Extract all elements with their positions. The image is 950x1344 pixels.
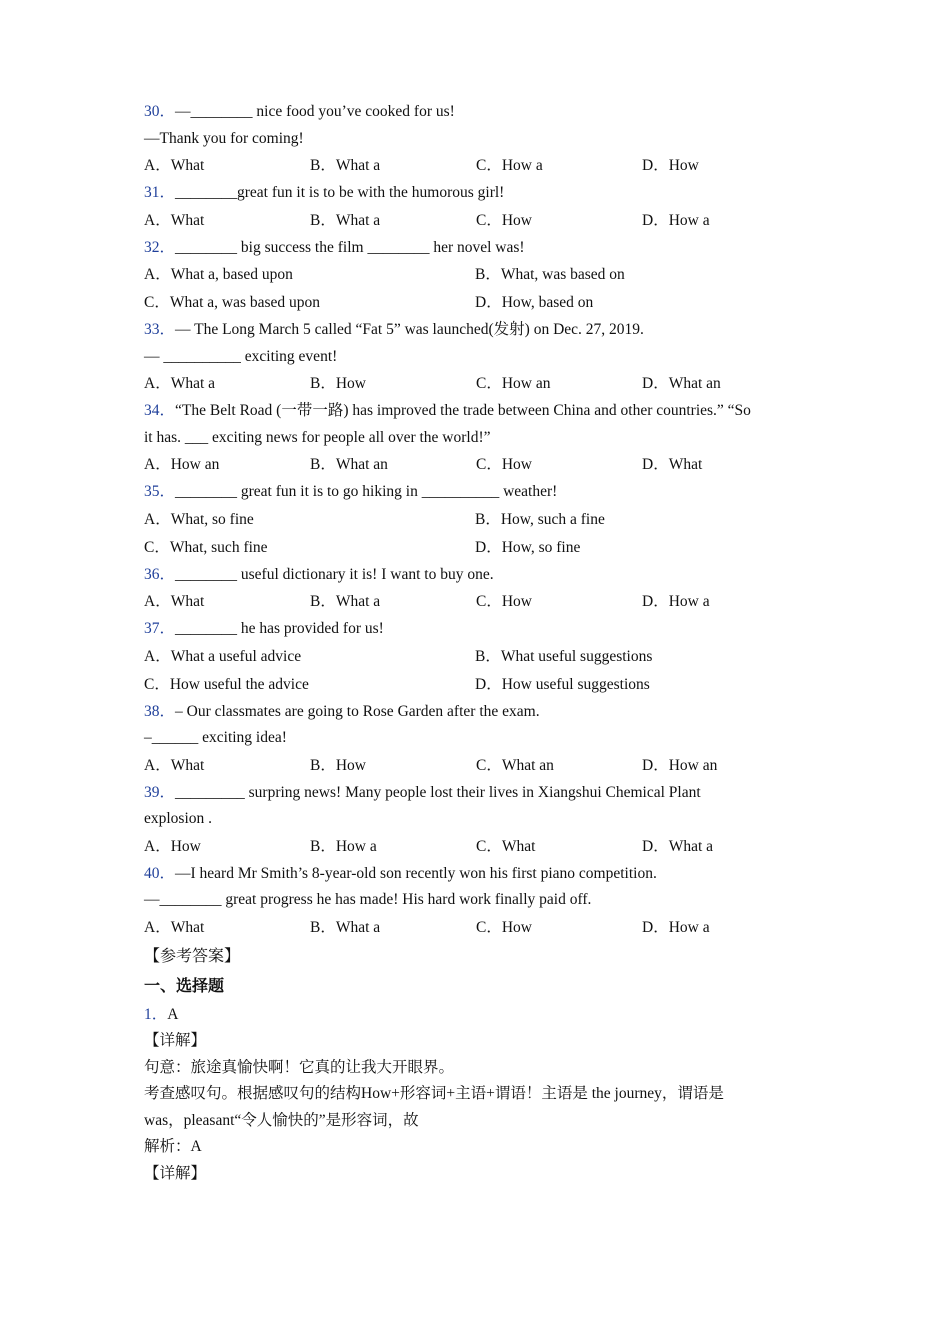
answer-option: A．What, so fine xyxy=(144,510,254,528)
answer-option: A．What xyxy=(144,211,205,229)
option-row xyxy=(144,506,824,534)
answer-option: C．How xyxy=(476,211,532,229)
answer-option: D．How a xyxy=(642,593,710,610)
question-line xyxy=(144,725,824,752)
answer-option: D．What an xyxy=(642,375,721,392)
answer-option: D．How a xyxy=(642,211,710,229)
explanation-line: 句意：旅途真愉快啊！它真的让我大开眼界。 xyxy=(144,1058,455,1076)
question-item xyxy=(144,562,824,617)
answers-section xyxy=(144,942,824,1188)
answer-option: B．What a xyxy=(310,918,381,936)
option-row xyxy=(144,207,824,235)
answer-option: D．How useful suggestions xyxy=(475,675,650,693)
option-row xyxy=(144,588,824,616)
question-text: —Thank you for coming! xyxy=(144,129,304,147)
answer-option: A．What xyxy=(144,593,205,610)
answer-option: A．What xyxy=(144,756,205,774)
answer-option: C．How xyxy=(476,593,532,610)
question-text: ________great fun it is to be with the humorous girl! xyxy=(175,184,505,201)
question-text: it has. ___ exciting news for people all over the world!” xyxy=(144,428,491,446)
answer-option: A．What xyxy=(144,157,205,174)
question-text: ________ he has provided for us! xyxy=(175,620,384,637)
answer-option: B．What, was based on xyxy=(475,266,625,283)
question-item xyxy=(144,235,824,318)
question-number: 32． xyxy=(144,238,176,256)
question-text: —________ great progress he has made! His hard work finally paid off. xyxy=(144,891,592,908)
answer-option: C．What xyxy=(476,837,536,855)
answer-option: D．How a xyxy=(642,918,710,936)
answer-option: D．How, so fine xyxy=(475,538,581,556)
question-item xyxy=(144,398,824,479)
question-number: 31． xyxy=(144,184,176,201)
answer-option: B．What a xyxy=(310,593,381,610)
option-row xyxy=(144,671,824,699)
answer-option: B．What useful suggestions xyxy=(475,647,653,665)
question-text: explosion . xyxy=(144,810,213,827)
question-item xyxy=(144,180,824,235)
explanation-line: 解析：A xyxy=(144,1138,202,1155)
answer-option: A．How xyxy=(144,837,201,855)
question-item xyxy=(144,861,824,942)
answer-value: A xyxy=(167,1005,179,1023)
question-stem xyxy=(144,861,824,888)
question-item xyxy=(144,780,824,861)
section-heading: 一、选择题 xyxy=(144,977,225,995)
answer-option: C．How xyxy=(476,918,532,936)
answer-option: D．What xyxy=(642,456,703,473)
question-text: _________ surpring news! Many people lost their lives in Xiangshui Chemical Plant xyxy=(175,783,701,801)
answer-option: B．What a xyxy=(310,157,381,174)
answer-option: A．What xyxy=(144,918,205,936)
answer-option: B．What an xyxy=(310,456,388,473)
question-number: 39． xyxy=(144,783,176,801)
answers-title: 【参考答案】 xyxy=(144,947,241,965)
option-row xyxy=(144,370,824,398)
question-list xyxy=(144,99,824,942)
answer-option: C．What, such fine xyxy=(144,538,268,556)
question-stem xyxy=(144,780,824,807)
question-text: ________ big success the film ________ her novel was! xyxy=(175,238,525,256)
question-stem xyxy=(144,562,824,589)
question-stem xyxy=(144,398,824,425)
question-line xyxy=(144,806,824,833)
answer-option: D．How, based on xyxy=(475,294,594,311)
answer-option: B．How a xyxy=(310,837,377,855)
detail-label: 【详解】 xyxy=(144,1164,207,1182)
answer-option: C．How useful the advice xyxy=(144,675,309,693)
answer-option: C．What an xyxy=(476,756,554,774)
answer-option: C．How a xyxy=(476,157,543,174)
question-number: 33． xyxy=(144,321,176,338)
option-row xyxy=(144,152,824,180)
option-row xyxy=(144,261,824,289)
explanation-line: was，pleasant“令人愉快的”是形容词，故 xyxy=(144,1111,419,1129)
answer-item xyxy=(144,1002,824,1029)
answer-option: B．How xyxy=(310,756,366,774)
question-text: — The Long March 5 called “Fat 5” was launched(发射) on Dec. 27, 2019. xyxy=(175,321,644,338)
answer-option: B．How, such a fine xyxy=(475,510,605,528)
answer-option: A．What a xyxy=(144,375,216,392)
question-stem xyxy=(144,479,824,506)
question-number: 30． xyxy=(144,103,176,120)
answer-option: C．How an xyxy=(476,375,551,392)
option-row xyxy=(144,451,824,479)
question-line xyxy=(144,425,824,452)
question-text: —________ nice food you’ve cooked for us! xyxy=(175,103,455,120)
option-row xyxy=(144,833,824,861)
question-line xyxy=(144,126,824,153)
answer-option: A．What a useful advice xyxy=(144,647,302,665)
question-item xyxy=(144,616,824,699)
question-item xyxy=(144,99,824,180)
question-text: – Our classmates are going to Rose Garden after the exam. xyxy=(175,702,540,720)
answer-option: A．How an xyxy=(144,456,220,473)
option-row xyxy=(144,914,824,942)
question-text: ________ great fun it is to go hiking in __________ weather! xyxy=(175,483,558,500)
question-line xyxy=(144,887,824,914)
question-stem xyxy=(144,180,824,207)
question-number: 38． xyxy=(144,702,176,720)
explanation-line: 考查感叹句。根据感叹句的结构How+形容词+主语+谓语！主语是 the journey，谓语是 xyxy=(144,1085,724,1102)
answer-option: D．What a xyxy=(642,837,714,855)
answer-option: D．How an xyxy=(642,756,718,774)
answer-option: C．How xyxy=(476,456,532,473)
question-number: 36． xyxy=(144,565,176,583)
answer-option: C．What a, was based upon xyxy=(144,294,321,311)
option-row xyxy=(144,752,824,780)
question-text: ________ useful dictionary it is! I want to buy one. xyxy=(175,565,494,583)
answer-option: B．How xyxy=(310,375,366,392)
question-stem xyxy=(144,99,824,126)
answer-option: D．How xyxy=(642,157,699,174)
question-item xyxy=(144,699,824,780)
question-stem xyxy=(144,699,824,726)
question-text: “The Belt Road (一带一路) has improved the trade between China and other countries.” “So xyxy=(175,402,751,419)
question-number: 35． xyxy=(144,483,176,500)
document-content xyxy=(144,99,824,1187)
question-text: –______ exciting idea! xyxy=(144,729,287,746)
question-line xyxy=(144,344,824,371)
answer-option: B．What a xyxy=(310,211,381,229)
question-stem xyxy=(144,235,824,262)
question-stem xyxy=(144,616,824,643)
question-number: 40． xyxy=(144,864,176,882)
question-item xyxy=(144,317,824,398)
question-number: 34． xyxy=(144,402,176,419)
option-row xyxy=(144,643,824,671)
detail-label: 【详解】 xyxy=(144,1032,207,1049)
option-row xyxy=(144,289,824,317)
option-row xyxy=(144,534,824,562)
question-text: — __________ exciting event! xyxy=(144,347,338,365)
question-number: 37． xyxy=(144,620,176,637)
answer-option: A．What a, based upon xyxy=(144,266,293,283)
question-item xyxy=(144,479,824,562)
question-text: —I heard Mr Smith’s 8-year-old son recently won his first piano competition. xyxy=(175,864,657,882)
question-stem xyxy=(144,317,824,344)
answer-number: 1． xyxy=(144,1005,168,1023)
